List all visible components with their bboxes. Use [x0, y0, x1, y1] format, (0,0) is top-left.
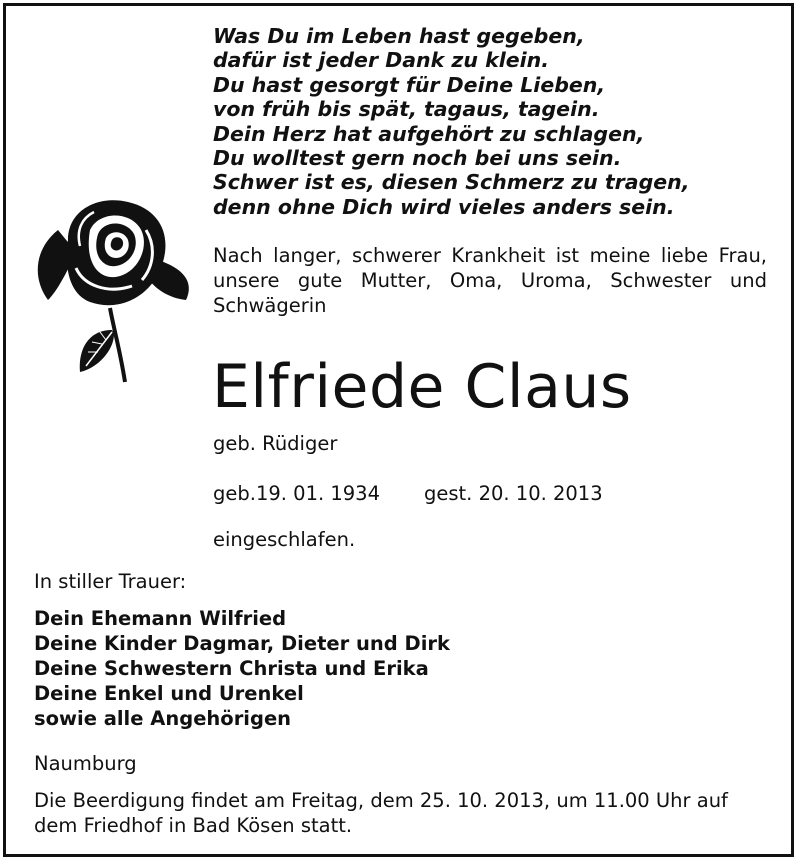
poem-line: Dein Herz hat aufgehört zu schlagen,	[213, 121, 645, 146]
mourning-label: In stiller Trauer:	[34, 570, 187, 593]
memorial-poem	[213, 24, 773, 219]
mourner-line: Deine Enkel und Urenkel	[34, 682, 304, 705]
life-dates	[213, 482, 603, 506]
rose-icon	[28, 190, 193, 390]
funeral-notice: Die Beerdigung findet am Freitag, dem 25. 10. 2013, um 11.00 Uhr auf dem Friedhof in Bad Kösen statt.	[34, 789, 728, 837]
deceased-name: Elfriede Claus	[212, 352, 632, 422]
death-date: gest. 20. 10. 2013	[424, 482, 603, 505]
mourner-line: sowie alle Angehörigen	[34, 707, 292, 730]
poem-line: denn ohne Dich wird vieles anders sein.	[213, 194, 675, 219]
poem-line: dafür ist jeder Dank zu klein.	[213, 48, 550, 73]
poem-line: Du hast gesorgt für Deine Lieben,	[213, 72, 606, 97]
mourner-line: Deine Schwestern Christa und Erika	[34, 657, 429, 680]
mourners-list	[34, 606, 450, 731]
birth-date: geb.19. 01. 1934	[213, 482, 380, 505]
poem-line: Schwer ist es, diesen Schmerz zu tragen,	[213, 170, 690, 195]
mourner-line: Deine Kinder Dagmar, Dieter und Dirk	[34, 632, 451, 655]
mourner-line: Dein Ehemann Wilfried	[34, 607, 287, 630]
poem-line: Du wolltest gern noch bei uns sein.	[213, 146, 622, 171]
poem-line: von früh bis spät, tagaus, tagein.	[213, 97, 600, 122]
maiden-name: geb. Rüdiger	[213, 432, 338, 455]
poem-line: Was Du im Leben hast gegeben,	[213, 24, 585, 48]
place-name: Naumburg	[34, 752, 137, 775]
intro-text: Nach langer, schwerer Krankheit ist meine liebe Frau, unsere gute Mutter, Oma, Uroma, Schwester und Schwägerin	[213, 244, 767, 317]
status-text: eingeschlafen.	[213, 528, 356, 551]
